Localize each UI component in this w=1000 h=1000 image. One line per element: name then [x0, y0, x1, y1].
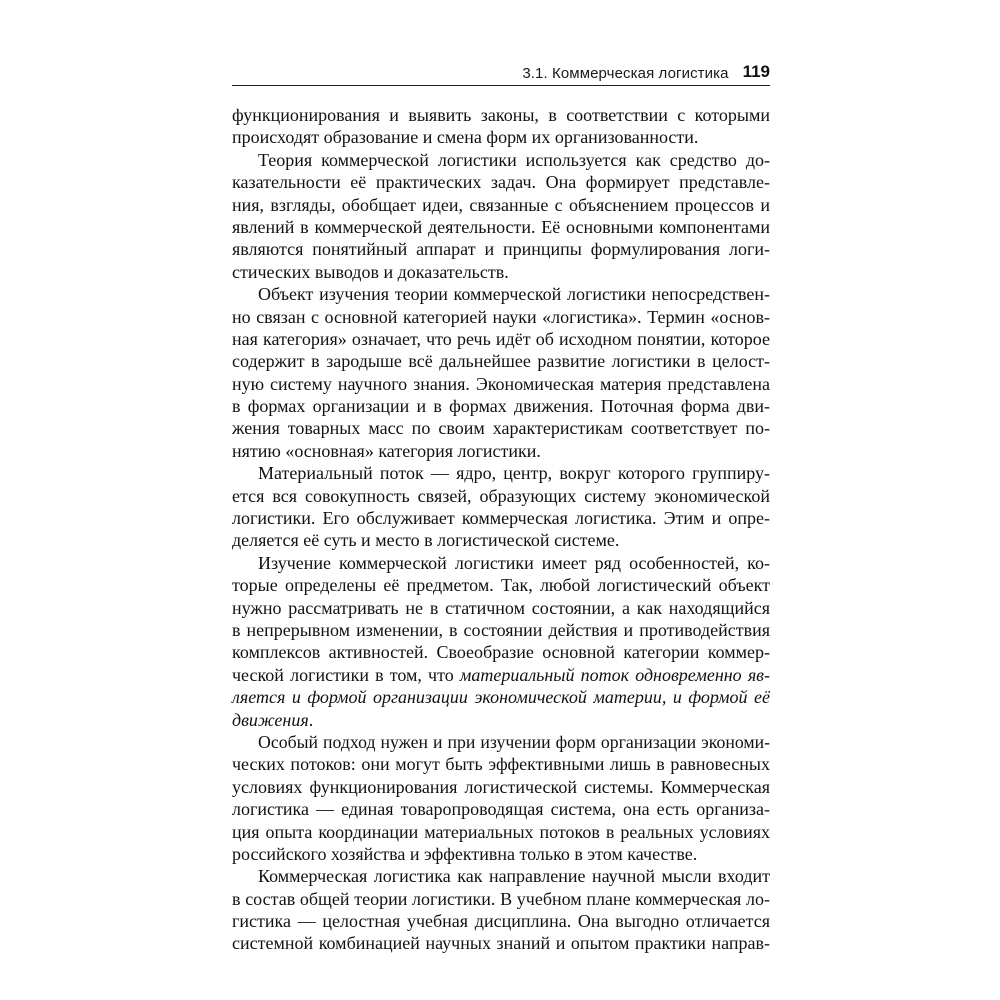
text-line: Изучение коммерческой логистики имеет ряд особенностей, ко- — [258, 552, 770, 573]
text-line: логистика — единая товаропроводящая система, она есть организа- — [232, 799, 770, 820]
body-text — [232, 104, 770, 955]
paragraph — [232, 731, 770, 865]
paragraph — [232, 462, 770, 552]
text-line: ную систему научного знания. Экономическая материя представлена — [232, 373, 770, 394]
text-line: условиях функционирования логистической системы. Коммерческая — [232, 776, 770, 797]
text-line: Коммерческая логистика как направление научной мысли входит — [258, 866, 770, 887]
italic-emphasis: материальный поток одновременно яв- — [459, 664, 770, 685]
text-line: но связан с основной категорией науки «логистика». Термин «основ- — [232, 306, 770, 327]
text-line: Объект изучения теории коммерческой логистики непосредствен- — [258, 284, 770, 305]
text-line: ция опыта координации материальных потоков в реальных условиях — [232, 821, 770, 842]
text-line: ная категория» означает, что речь идёт об исходном понятии, которое — [232, 328, 770, 349]
text-line: ческих потоков: они могут быть эффективными лишь в равновесных — [232, 754, 770, 775]
page-number: 119 — [742, 62, 770, 81]
paragraph — [232, 283, 770, 462]
text-line: деляется её суть и место в логистической системе. — [232, 530, 620, 551]
text-line-mixed — [232, 709, 770, 731]
text-line: Теория коммерческой логистики используется как средство до- — [258, 149, 770, 170]
text-fragment: ческой логистики в том, что — [232, 664, 460, 685]
paragraph — [232, 149, 770, 283]
text-line: функционирования и выявить законы, в соответствии с которыми — [232, 105, 770, 125]
text-line: системной комбинацией научных знаний и опытом практики направ- — [232, 933, 770, 954]
text-line: стических выводов и доказательств. — [232, 261, 509, 282]
text-line: казательности её практических задач. Она формирует представле- — [232, 172, 770, 193]
running-head — [232, 60, 770, 86]
text-line: происходят образование и смена форм их организованности. — [232, 127, 699, 148]
text-line: гистика — целостная учебная дисциплина. Она выгодно отличается — [232, 911, 770, 932]
text-line: логистики. Его обслуживает коммерческая логистика. Этим и опре- — [232, 508, 770, 529]
text-line: комплексов активностей. Своеобразие основной категории коммер- — [232, 642, 770, 663]
text-line: нятию «основная» категория логистики. — [232, 440, 541, 461]
paragraph — [232, 552, 770, 731]
text-line: явлений в коммерческой деятельности. Её основными компонентами — [232, 216, 770, 237]
section-title: 3.1. Коммерческая логистика — [522, 65, 729, 82]
text-line: в состав общей теории логистики. В учебном плане коммерческая ло- — [232, 888, 770, 909]
text-line: российского хозяйства и эффективна только в этом качестве. — [232, 843, 698, 864]
text-line: Особый подход нужен и при изучении форм организации экономи- — [258, 731, 770, 752]
text-line: торые определены её предметом. Так, любой логистический объект — [232, 575, 770, 596]
text-line: ется вся совокупность связей, образующих систему экономической — [232, 485, 770, 506]
text-line-mixed — [232, 664, 770, 686]
text-line: Материальный поток — ядро, центр, вокруг которого группиру- — [258, 463, 770, 484]
paragraph — [232, 865, 770, 955]
text-line: в формах организации и в формах движения. Поточная форма дви- — [232, 396, 770, 417]
text-fragment: . — [308, 709, 314, 730]
text-line: содержит в зародыше всё дальнейшее развитие логистики в целост- — [232, 351, 770, 372]
italic-emphasis-line: ляется и формой организации экономической материи, и формой её — [232, 687, 770, 708]
text-line: ния, взгляды, обобщает идеи, связанные с объяснением процессов и — [232, 194, 770, 215]
text-line: нужно рассматривать не в статичном состоянии, а как находящийся — [232, 597, 770, 618]
paragraph — [232, 104, 770, 149]
text-line: в непрерывном изменении, в состоянии действия и противодействия — [232, 619, 770, 640]
italic-emphasis: движения — [232, 709, 309, 730]
text-line: жения товарных масс по своим характеристикам соответствует по- — [232, 418, 770, 439]
text-line: являются понятийный аппарат и принципы формулирования логи- — [232, 239, 770, 260]
